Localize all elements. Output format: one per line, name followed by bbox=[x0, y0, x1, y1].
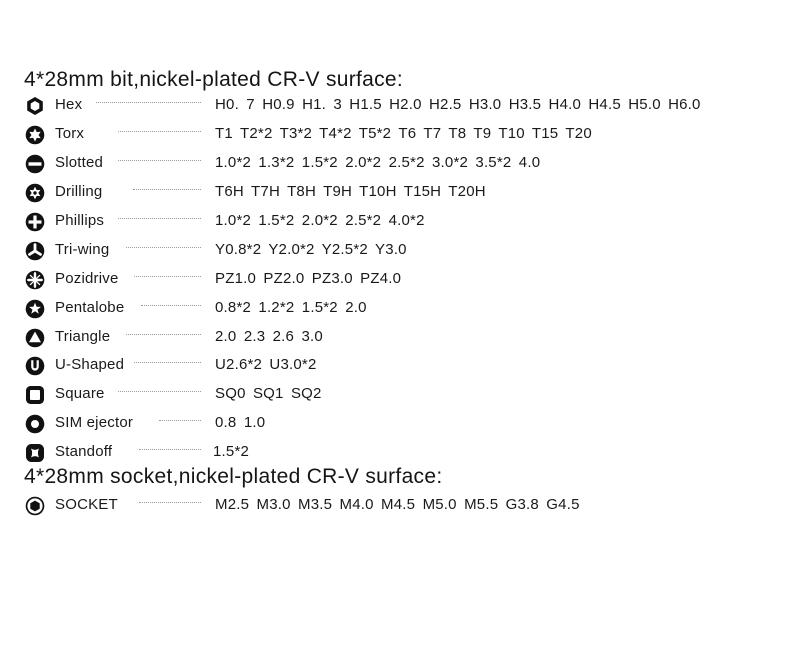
bit-name: Tri-wing bbox=[55, 241, 110, 258]
socket-icon bbox=[25, 496, 45, 516]
dotted-leader bbox=[141, 305, 201, 306]
triangle-icon bbox=[25, 328, 45, 348]
bit-name: Phillips bbox=[55, 212, 105, 229]
bit-sizes: 1.0*2 1.5*2 2.0*2 2.5*2 4.0*2 bbox=[215, 212, 425, 229]
bit-sizes: U2.6*2 U3.0*2 bbox=[215, 356, 317, 373]
dotted-leader bbox=[139, 449, 201, 450]
socket-name: SOCKET bbox=[55, 496, 118, 513]
dotted-leader bbox=[118, 391, 201, 392]
dotted-leader bbox=[134, 276, 201, 277]
bit-name: SIM ejector bbox=[55, 414, 134, 431]
bit-row-drilling bbox=[0, 180, 795, 206]
tri-wing-icon bbox=[25, 241, 45, 261]
bit-sizes: PZ1.0 PZ2.0 PZ3.0 PZ4.0 bbox=[215, 270, 402, 287]
dotted-leader bbox=[118, 160, 201, 161]
dotted-leader bbox=[96, 102, 201, 103]
bit-name: Pentalobe bbox=[55, 299, 125, 316]
bit-row-sim-ejector bbox=[0, 411, 795, 437]
dotted-leader bbox=[139, 502, 201, 503]
bit-name: Drilling bbox=[55, 183, 103, 200]
socket-sizes: M2.5 M3.0 M3.5 M4.0 M4.5 M5.0 M5.5 G3.8 G4.5 bbox=[215, 496, 580, 513]
bit-sizes: H0. 7 H0.9 H1. 3 H1.5 H2.0 H2.5 H3.0 H3.5 H4.0 H4.5 H5.0 H6.0 bbox=[215, 96, 701, 113]
bit-name: Pozidrive bbox=[55, 270, 119, 287]
bit-row-phillips bbox=[0, 209, 795, 235]
dotted-leader bbox=[159, 420, 201, 421]
dotted-leader bbox=[118, 218, 201, 219]
bit-row-pentalobe bbox=[0, 296, 795, 322]
bit-row-pozidrive bbox=[0, 267, 795, 293]
bit-sizes: 1.5*2 bbox=[213, 443, 250, 460]
bit-row-square bbox=[0, 382, 795, 408]
bit-name: Standoff bbox=[55, 443, 113, 460]
bit-row-standoff bbox=[0, 440, 795, 466]
bit-name: Torx bbox=[55, 125, 85, 142]
bit-sizes: SQ0 SQ1 SQ2 bbox=[215, 385, 322, 402]
socket-row bbox=[0, 493, 795, 519]
bit-sizes: 2.0 2.3 2.6 3.0 bbox=[215, 328, 323, 345]
pentalobe-icon bbox=[25, 299, 45, 319]
dotted-leader bbox=[126, 334, 201, 335]
bit-sizes: 1.0*2 1.3*2 1.5*2 2.0*2 2.5*2 3.0*2 3.5*2 4.0 bbox=[215, 154, 541, 171]
bit-name: Slotted bbox=[55, 154, 104, 171]
bit-sizes: T6H T7H T8H T9H T10H T15H T20H bbox=[215, 183, 486, 200]
socket-section-heading: 4*28mm socket,nickel-plated CR-V surface: bbox=[24, 465, 443, 488]
hex-icon bbox=[25, 96, 45, 116]
bit-section-heading: 4*28mm bit,nickel-plated CR-V surface: bbox=[24, 68, 404, 91]
torx-icon bbox=[25, 125, 45, 145]
standoff-icon bbox=[25, 443, 45, 463]
bit-sizes: 0.8 1.0 bbox=[215, 414, 266, 431]
bit-row-u-shaped bbox=[0, 353, 795, 379]
bit-sizes: Y0.8*2 Y2.0*2 Y2.5*2 Y3.0 bbox=[215, 241, 407, 258]
u-shaped-icon bbox=[25, 356, 45, 376]
bit-row-slotted bbox=[0, 151, 795, 177]
bit-row-hex bbox=[0, 93, 795, 119]
bit-row-triangle bbox=[0, 325, 795, 351]
bit-row-tri-wing bbox=[0, 238, 795, 264]
bit-name: Triangle bbox=[55, 328, 111, 345]
dotted-leader bbox=[133, 189, 201, 190]
drilling-icon bbox=[25, 183, 45, 203]
bit-name: Square bbox=[55, 385, 105, 402]
bit-row-torx bbox=[0, 122, 795, 148]
slotted-icon bbox=[25, 154, 45, 174]
dotted-leader bbox=[134, 362, 201, 363]
dotted-leader bbox=[118, 131, 201, 132]
square-icon bbox=[25, 385, 45, 405]
bit-sizes: T1 T2*2 T3*2 T4*2 T5*2 T6 T7 T8 T9 T10 T15 T20 bbox=[215, 125, 592, 142]
bit-name: Hex bbox=[55, 96, 83, 113]
sim-ejector-icon bbox=[25, 414, 45, 434]
pozidrive-icon bbox=[25, 270, 45, 290]
phillips-icon bbox=[25, 212, 45, 232]
dotted-leader bbox=[126, 247, 201, 248]
bit-sizes: 0.8*2 1.2*2 1.5*2 2.0 bbox=[215, 299, 367, 316]
bit-name: U-Shaped bbox=[55, 356, 125, 373]
